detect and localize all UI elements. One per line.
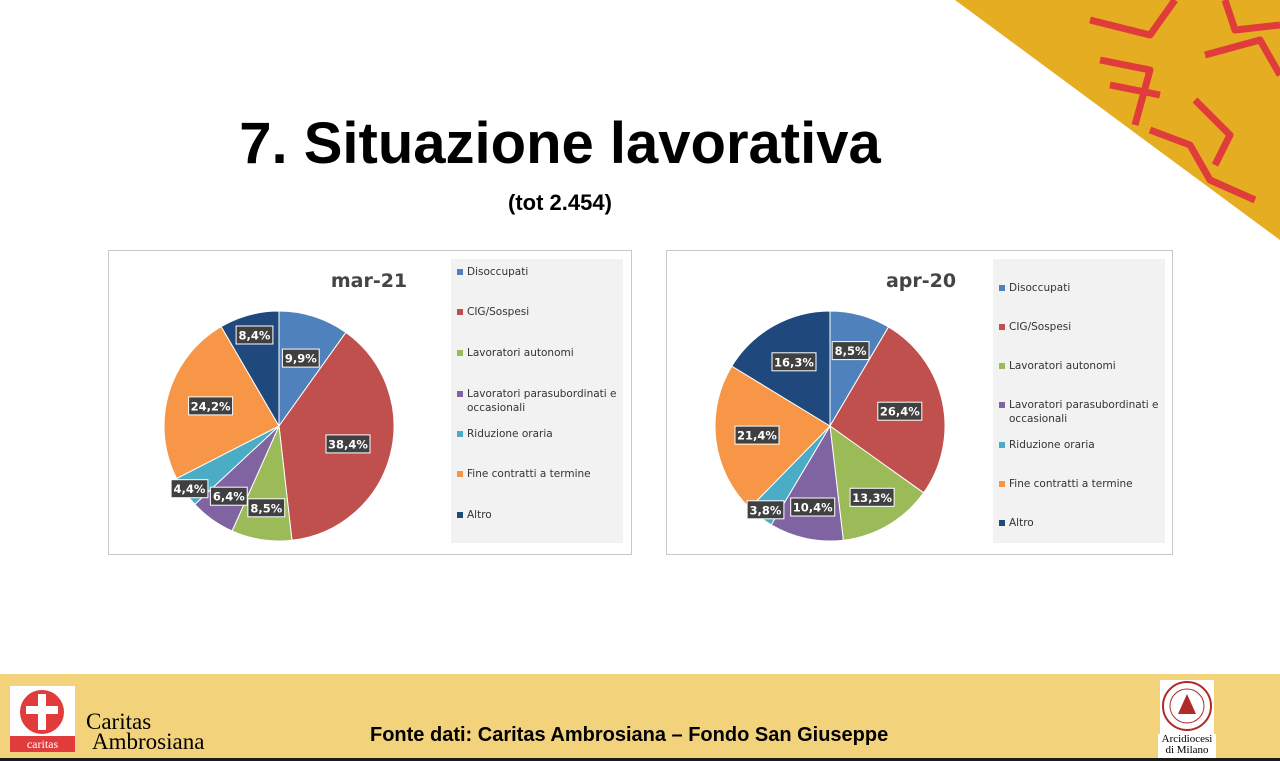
legend-label: Fine contratti a termine	[1009, 478, 1133, 490]
legend-swatch	[999, 402, 1005, 408]
legend-label: Lavoratori parasubordinati e occasionali	[467, 388, 617, 414]
data-label-text: 38,4%	[328, 437, 368, 452]
pie-chart-apr-20	[667, 251, 992, 556]
data-label	[791, 498, 835, 516]
data-label-text: 8,5%	[250, 501, 283, 516]
legend-swatch	[457, 471, 463, 477]
data-label	[326, 435, 370, 453]
legend-swatch	[457, 512, 463, 518]
data-source: Fonte dati: Caritas Ambrosiana – Fondo San Giuseppe	[370, 724, 889, 746]
legend-item	[457, 305, 623, 319]
legend-swatch	[457, 309, 463, 315]
legend-label: Lavoratori autonomi	[467, 347, 574, 359]
chart-title: apr-20	[885, 270, 957, 292]
legend-label: Lavoratori parasubordinati e occasionali	[1009, 399, 1159, 425]
legend-label: CIG/Sospesi	[1009, 321, 1072, 333]
data-label-text: 8,5%	[834, 344, 867, 359]
seal-label-line2: di Milano	[1165, 744, 1209, 756]
data-label	[171, 480, 208, 498]
legend-item	[457, 265, 623, 279]
data-label	[248, 499, 285, 517]
legend-item	[999, 516, 1165, 530]
data-label	[189, 397, 233, 415]
chart-panel-apr-20	[666, 250, 1173, 555]
data-label	[210, 487, 247, 505]
data-label	[236, 326, 273, 344]
legend-swatch	[999, 481, 1005, 487]
legend-item	[457, 427, 623, 441]
data-label-text: 13,3%	[852, 490, 893, 505]
legend-swatch	[457, 431, 463, 437]
legend-item	[999, 477, 1165, 491]
organization-name	[86, 709, 205, 754]
data-label	[850, 488, 894, 506]
legend-item	[999, 281, 1165, 295]
legend-swatch	[999, 324, 1005, 330]
data-label	[747, 501, 784, 519]
data-label-text: 3,8%	[749, 503, 782, 518]
legend-swatch	[457, 391, 463, 397]
chart-legend	[451, 259, 623, 543]
caritas-cross-icon	[1090, 0, 1280, 200]
data-label	[282, 349, 319, 367]
data-label	[878, 402, 922, 420]
legend-label: Altro	[467, 509, 492, 521]
data-label	[772, 353, 816, 371]
legend-swatch	[999, 363, 1005, 369]
legend-label: Lavoratori autonomi	[1009, 360, 1116, 372]
legend-label: Disoccupati	[1009, 282, 1071, 294]
data-label-text: 16,3%	[774, 355, 814, 370]
legend-item	[999, 438, 1165, 452]
legend-label: Riduzione oraria	[467, 428, 553, 440]
data-label-text: 4,4%	[173, 482, 206, 497]
org-name-line2: Ambrosiana	[92, 729, 205, 754]
legend-label: Altro	[1009, 517, 1034, 529]
legend-item	[999, 359, 1165, 373]
legend-swatch	[999, 520, 1005, 526]
data-label-text: 8,4%	[238, 328, 271, 343]
logo-text: caritas	[26, 737, 59, 751]
legend-item	[457, 508, 623, 522]
seal-label	[1152, 734, 1222, 756]
legend-label: Fine contratti a termine	[467, 468, 591, 480]
legend-swatch	[457, 269, 463, 275]
data-label-text: 26,4%	[879, 404, 920, 419]
chart-legend	[993, 259, 1165, 543]
data-label	[735, 426, 779, 444]
caritas-logo-icon	[10, 686, 75, 752]
page-title: 7. Situazione lavorativa	[239, 111, 881, 176]
legend-swatch	[999, 285, 1005, 291]
data-label-text: 21,4%	[737, 428, 777, 443]
legend-swatch	[457, 350, 463, 356]
chart-panel-mar-21	[108, 250, 632, 555]
page-subtitle: (tot 2.454)	[508, 190, 612, 215]
legend-label: Riduzione oraria	[1009, 439, 1095, 451]
legend-item	[457, 467, 623, 481]
footer-bar	[0, 674, 1280, 761]
org-name-line1: Caritas	[86, 709, 152, 734]
legend-item	[457, 346, 623, 360]
legend-item	[457, 387, 623, 415]
data-label-text: 9,9%	[284, 351, 317, 366]
legend-label: Disoccupati	[467, 266, 529, 278]
legend-swatch	[999, 442, 1005, 448]
legend-item	[999, 320, 1165, 334]
seal-label-line1: Arcidiocesi	[1161, 733, 1213, 745]
data-label-text: 6,4%	[212, 489, 245, 504]
legend-item	[999, 398, 1165, 426]
data-label-text: 10,4%	[792, 500, 833, 515]
legend-label: CIG/Sospesi	[467, 306, 530, 318]
data-label	[832, 342, 869, 360]
chart-title: mar-21	[330, 270, 408, 292]
data-label-text: 24,2%	[190, 399, 231, 414]
pie-chart-mar-21	[109, 251, 449, 556]
